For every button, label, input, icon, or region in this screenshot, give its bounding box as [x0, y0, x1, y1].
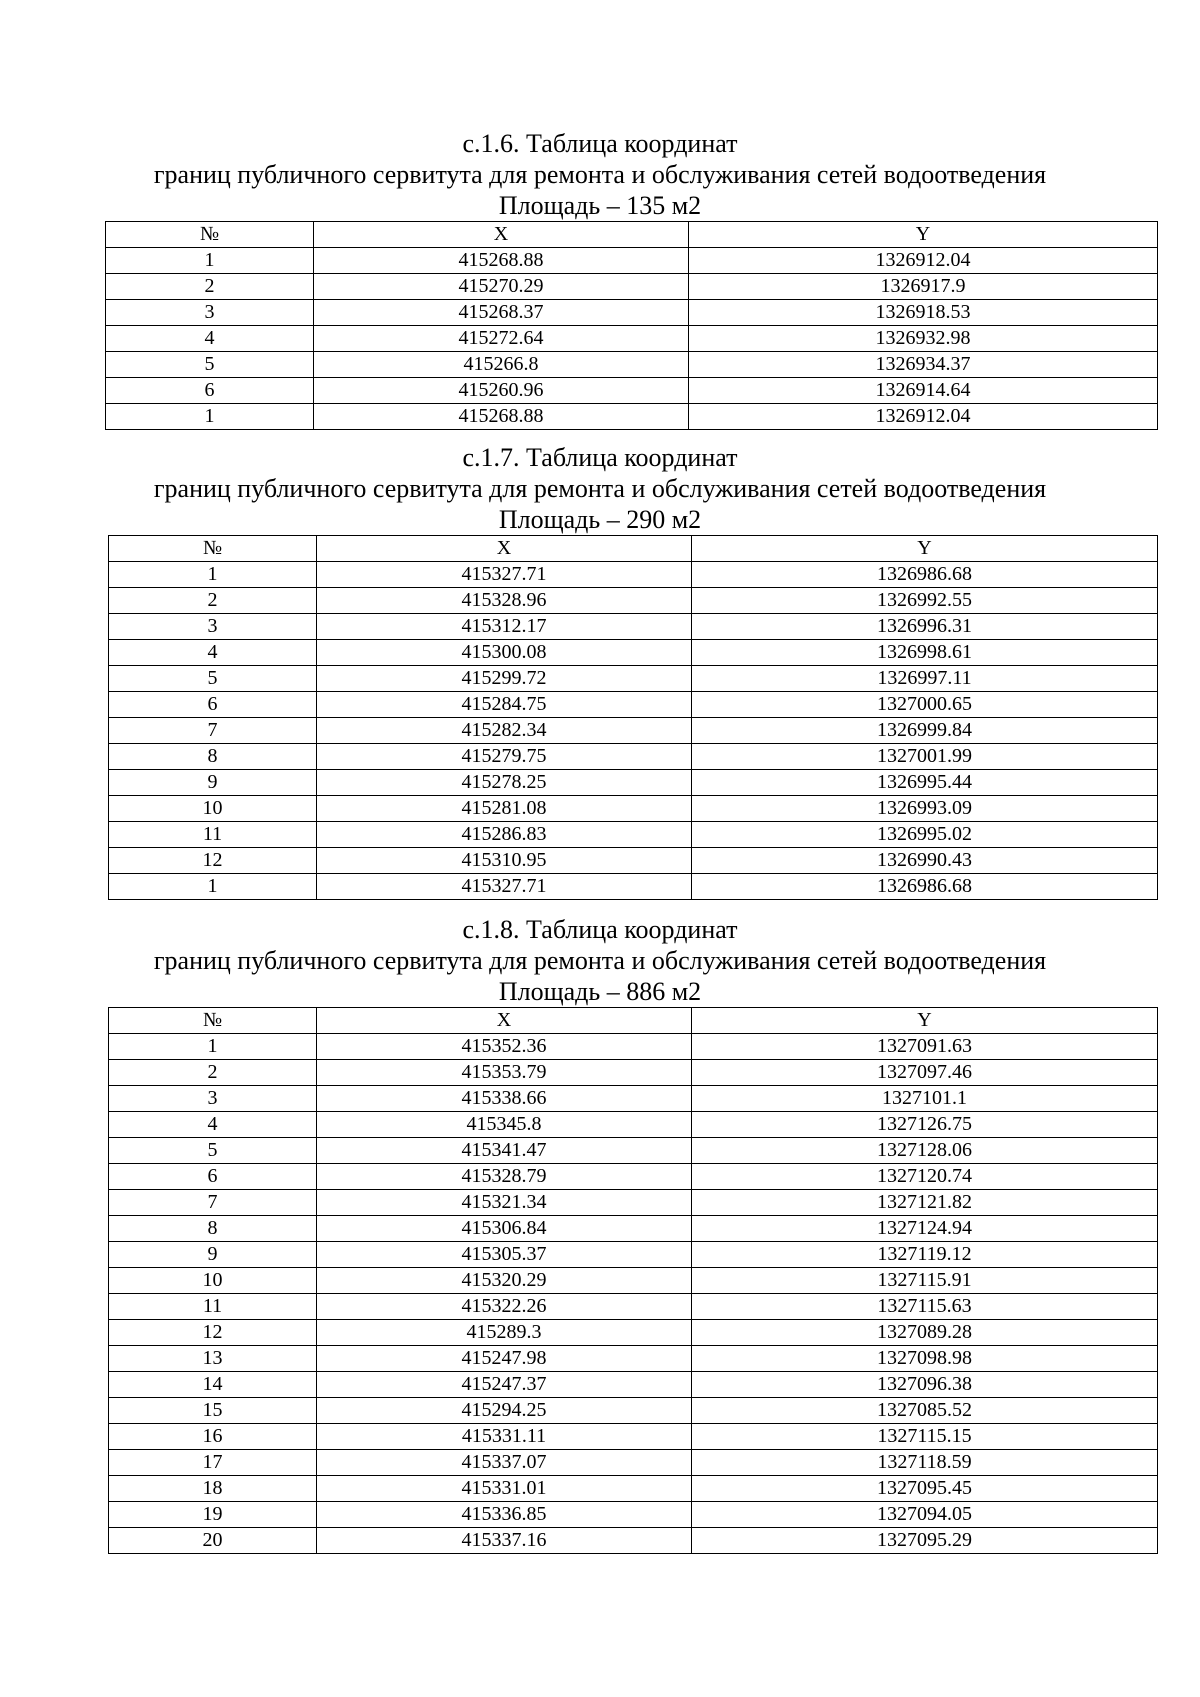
point-number-cell: 7	[109, 1190, 317, 1216]
table-area: Площадь – 290 м2	[498, 505, 702, 534]
point-number-cell: 2	[106, 274, 314, 300]
y-coordinate-cell: 1327121.82	[692, 1190, 1158, 1216]
point-number-cell: 3	[109, 614, 317, 640]
x-coordinate-cell: 415328.96	[317, 588, 692, 614]
x-coordinate-cell: 415268.88	[314, 404, 689, 430]
y-coordinate-cell: 1327115.91	[692, 1268, 1158, 1294]
y-coordinate-cell: 1327085.52	[692, 1398, 1158, 1424]
y-coordinate-cell: 1326995.44	[692, 770, 1158, 796]
table-row	[109, 588, 1158, 614]
y-coordinate-cell: 1326986.68	[692, 562, 1158, 588]
table-row	[109, 1398, 1158, 1424]
y-coordinate-cell: 1327119.12	[692, 1242, 1158, 1268]
point-number-cell: 10	[109, 1268, 317, 1294]
x-coordinate-cell: 415299.72	[317, 666, 692, 692]
point-number-cell: 11	[109, 1294, 317, 1320]
table-title: с.1.7. Таблица координат	[462, 443, 738, 472]
x-coordinate-cell: 415294.25	[317, 1398, 692, 1424]
table-row	[106, 352, 1158, 378]
y-coordinate-cell: 1326917.9	[689, 274, 1158, 300]
x-coordinate-cell: 415310.95	[317, 848, 692, 874]
column-header: X	[317, 536, 692, 562]
x-coordinate-cell: 415247.37	[317, 1372, 692, 1398]
point-number-cell: 8	[109, 1216, 317, 1242]
y-coordinate-cell: 1326993.09	[692, 796, 1158, 822]
table-row	[109, 562, 1158, 588]
point-number-cell: 12	[109, 1320, 317, 1346]
x-coordinate-cell: 415282.34	[317, 718, 692, 744]
table-row	[106, 404, 1158, 430]
y-coordinate-cell: 1327089.28	[692, 1320, 1158, 1346]
table-area: Площадь – 135 м2	[498, 191, 702, 220]
table-row	[109, 1268, 1158, 1294]
table-title: с.1.8. Таблица координат	[462, 915, 738, 944]
point-number-cell: 11	[109, 822, 317, 848]
point-number-cell: 17	[109, 1450, 317, 1476]
y-coordinate-cell: 1327096.38	[692, 1372, 1158, 1398]
table-row	[109, 692, 1158, 718]
y-coordinate-cell: 1326986.68	[692, 874, 1158, 900]
y-coordinate-cell: 1327098.98	[692, 1346, 1158, 1372]
table-row	[109, 744, 1158, 770]
point-number-cell: 18	[109, 1476, 317, 1502]
table-row	[109, 770, 1158, 796]
table-row	[109, 666, 1158, 692]
y-coordinate-cell: 1326990.43	[692, 848, 1158, 874]
column-header: №	[109, 1008, 317, 1034]
table-row	[106, 300, 1158, 326]
column-header: №	[106, 222, 314, 248]
x-coordinate-cell: 415266.8	[314, 352, 689, 378]
column-header: Y	[692, 536, 1158, 562]
table-subtitle: границ публичного сервитута для ремонта и обслуживания сетей водоотведения	[153, 474, 1047, 503]
coordinate-table	[108, 535, 1158, 900]
y-coordinate-cell: 1327118.59	[692, 1450, 1158, 1476]
y-coordinate-cell: 1326995.02	[692, 822, 1158, 848]
point-number-cell: 6	[109, 1164, 317, 1190]
table-row	[106, 274, 1158, 300]
point-number-cell: 4	[106, 326, 314, 352]
column-header: №	[109, 536, 317, 562]
point-number-cell: 13	[109, 1346, 317, 1372]
x-coordinate-cell: 415278.25	[317, 770, 692, 796]
y-coordinate-cell: 1327115.15	[692, 1424, 1158, 1450]
x-coordinate-cell: 415341.47	[317, 1138, 692, 1164]
table-row	[109, 796, 1158, 822]
y-coordinate-cell: 1326918.53	[689, 300, 1158, 326]
table-row	[109, 1242, 1158, 1268]
point-number-cell: 1	[106, 404, 314, 430]
x-coordinate-cell: 415327.71	[317, 874, 692, 900]
x-coordinate-cell: 415286.83	[317, 822, 692, 848]
table-row	[109, 614, 1158, 640]
table-row	[106, 248, 1158, 274]
point-number-cell: 5	[109, 1138, 317, 1164]
point-number-cell: 10	[109, 796, 317, 822]
column-header: Y	[692, 1008, 1158, 1034]
table-row	[109, 848, 1158, 874]
x-coordinate-cell: 415281.08	[317, 796, 692, 822]
table-row	[109, 1528, 1158, 1554]
table-row	[109, 1034, 1158, 1060]
table-row	[109, 822, 1158, 848]
x-coordinate-cell: 415320.29	[317, 1268, 692, 1294]
table-row	[109, 1372, 1158, 1398]
x-coordinate-cell: 415284.75	[317, 692, 692, 718]
table-area: Площадь – 886 м2	[498, 977, 702, 1006]
y-coordinate-cell: 1327126.75	[692, 1112, 1158, 1138]
y-coordinate-cell: 1327115.63	[692, 1294, 1158, 1320]
table-row	[109, 1216, 1158, 1242]
y-coordinate-cell: 1326999.84	[692, 718, 1158, 744]
point-number-cell: 1	[106, 248, 314, 274]
y-coordinate-cell: 1326914.64	[689, 378, 1158, 404]
column-header: X	[317, 1008, 692, 1034]
point-number-cell: 4	[109, 1112, 317, 1138]
x-coordinate-cell: 415336.85	[317, 1502, 692, 1528]
coordinate-table	[105, 221, 1158, 430]
table-row	[109, 1450, 1158, 1476]
table-row	[109, 1424, 1158, 1450]
y-coordinate-cell: 1326934.37	[689, 352, 1158, 378]
table-header-row	[109, 1008, 1158, 1034]
y-coordinate-cell: 1326998.61	[692, 640, 1158, 666]
table-subtitle: границ публичного сервитута для ремонта и обслуживания сетей водоотведения	[153, 946, 1047, 975]
y-coordinate-cell: 1327000.65	[692, 692, 1158, 718]
table-header-row	[109, 536, 1158, 562]
point-number-cell: 4	[109, 640, 317, 666]
table-row	[106, 378, 1158, 404]
y-coordinate-cell: 1326912.04	[689, 248, 1158, 274]
table-subtitle: границ публичного сервитута для ремонта и обслуживания сетей водоотведения	[153, 160, 1047, 189]
point-number-cell: 3	[109, 1086, 317, 1112]
point-number-cell: 15	[109, 1398, 317, 1424]
coordinate-table	[108, 1007, 1158, 1554]
point-number-cell: 12	[109, 848, 317, 874]
point-number-cell: 5	[109, 666, 317, 692]
point-number-cell: 7	[109, 718, 317, 744]
x-coordinate-cell: 415300.08	[317, 640, 692, 666]
y-coordinate-cell: 1326912.04	[689, 404, 1158, 430]
table-row	[106, 326, 1158, 352]
point-number-cell: 1	[109, 1034, 317, 1060]
table-row	[109, 1502, 1158, 1528]
x-coordinate-cell: 415337.07	[317, 1450, 692, 1476]
point-number-cell: 14	[109, 1372, 317, 1398]
y-coordinate-cell: 1327120.74	[692, 1164, 1158, 1190]
point-number-cell: 8	[109, 744, 317, 770]
table-row	[109, 1476, 1158, 1502]
y-coordinate-cell: 1327095.45	[692, 1476, 1158, 1502]
x-coordinate-cell: 415279.75	[317, 744, 692, 770]
x-coordinate-cell: 415305.37	[317, 1242, 692, 1268]
y-coordinate-cell: 1326996.31	[692, 614, 1158, 640]
x-coordinate-cell: 415331.01	[317, 1476, 692, 1502]
table-row	[109, 1346, 1158, 1372]
y-coordinate-cell: 1326992.55	[692, 588, 1158, 614]
table-row	[109, 640, 1158, 666]
table-row	[109, 1294, 1158, 1320]
x-coordinate-cell: 415272.64	[314, 326, 689, 352]
table-row	[109, 1190, 1158, 1216]
x-coordinate-cell: 415322.26	[317, 1294, 692, 1320]
y-coordinate-cell: 1327001.99	[692, 744, 1158, 770]
point-number-cell: 1	[109, 874, 317, 900]
point-number-cell: 1	[109, 562, 317, 588]
table-row	[109, 1320, 1158, 1346]
table-row	[109, 718, 1158, 744]
x-coordinate-cell: 415289.3	[317, 1320, 692, 1346]
x-coordinate-cell: 415260.96	[314, 378, 689, 404]
x-coordinate-cell: 415247.98	[317, 1346, 692, 1372]
x-coordinate-cell: 415327.71	[317, 562, 692, 588]
table-header-row	[106, 222, 1158, 248]
point-number-cell: 9	[109, 770, 317, 796]
table-row	[109, 874, 1158, 900]
x-coordinate-cell: 415321.34	[317, 1190, 692, 1216]
y-coordinate-cell: 1327101.1	[692, 1086, 1158, 1112]
point-number-cell: 5	[106, 352, 314, 378]
y-coordinate-cell: 1327091.63	[692, 1034, 1158, 1060]
coordinate-table-section-1-6	[0, 128, 1200, 430]
x-coordinate-cell: 415328.79	[317, 1164, 692, 1190]
point-number-cell: 19	[109, 1502, 317, 1528]
coordinate-table-section-1-7	[0, 442, 1200, 900]
point-number-cell: 2	[109, 588, 317, 614]
x-coordinate-cell: 415338.66	[317, 1086, 692, 1112]
y-coordinate-cell: 1327097.46	[692, 1060, 1158, 1086]
x-coordinate-cell: 415331.11	[317, 1424, 692, 1450]
table-row	[109, 1164, 1158, 1190]
table-row	[109, 1086, 1158, 1112]
x-coordinate-cell: 415268.88	[314, 248, 689, 274]
y-coordinate-cell: 1327124.94	[692, 1216, 1158, 1242]
coordinate-table-section-1-8	[0, 914, 1200, 1554]
y-coordinate-cell: 1327128.06	[692, 1138, 1158, 1164]
x-coordinate-cell: 415352.36	[317, 1034, 692, 1060]
x-coordinate-cell: 415312.17	[317, 614, 692, 640]
column-header: Y	[689, 222, 1158, 248]
table-row	[109, 1060, 1158, 1086]
point-number-cell: 3	[106, 300, 314, 326]
point-number-cell: 16	[109, 1424, 317, 1450]
x-coordinate-cell: 415337.16	[317, 1528, 692, 1554]
point-number-cell: 20	[109, 1528, 317, 1554]
point-number-cell: 2	[109, 1060, 317, 1086]
x-coordinate-cell: 415270.29	[314, 274, 689, 300]
point-number-cell: 6	[109, 692, 317, 718]
column-header: X	[314, 222, 689, 248]
table-row	[109, 1138, 1158, 1164]
x-coordinate-cell: 415306.84	[317, 1216, 692, 1242]
y-coordinate-cell: 1327095.29	[692, 1528, 1158, 1554]
x-coordinate-cell: 415353.79	[317, 1060, 692, 1086]
point-number-cell: 6	[106, 378, 314, 404]
y-coordinate-cell: 1326932.98	[689, 326, 1158, 352]
point-number-cell: 9	[109, 1242, 317, 1268]
x-coordinate-cell: 415345.8	[317, 1112, 692, 1138]
x-coordinate-cell: 415268.37	[314, 300, 689, 326]
table-title: с.1.6. Таблица координат	[462, 129, 738, 158]
table-row	[109, 1112, 1158, 1138]
y-coordinate-cell: 1326997.11	[692, 666, 1158, 692]
y-coordinate-cell: 1327094.05	[692, 1502, 1158, 1528]
